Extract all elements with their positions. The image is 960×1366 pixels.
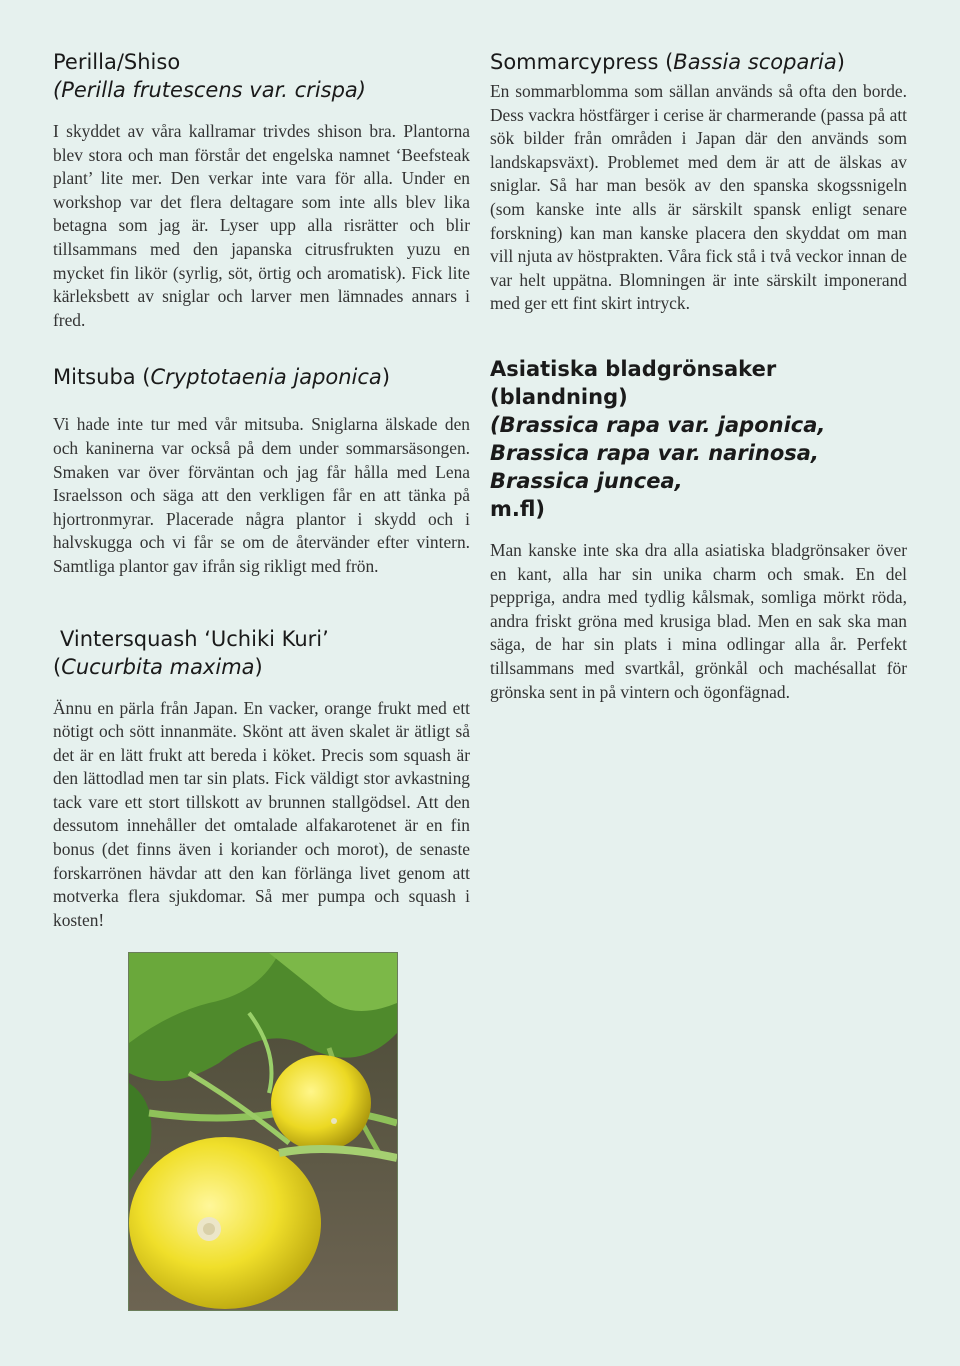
heading-mitsuba-latin: Cryptotaenia japonica xyxy=(150,365,382,390)
heading-squash-close: ) xyxy=(254,654,263,679)
heading-sommarcypress-title: Sommarcypress ( xyxy=(490,50,674,74)
section-sommarcypress xyxy=(490,48,907,316)
heading-asiatiska-end: m.fl) xyxy=(490,496,546,521)
heading-squash xyxy=(53,625,470,681)
paragraph-mitsuba: Vi hade inte tur med vår mitsuba. Sniglarna älskade den och kaninerna var också på dem under sommarsäsongen. Smaken var över förväntan och jag får hålla med Lena Israelsson och säga att den verkligen får en att tänka på hjortronmyrar. Placerade några plantor i skydd och i halvskugga och vi får se om de återvänder efter vintern. Samtliga plantor gav ifrån sig rikligt med frön. xyxy=(53,414,470,576)
section-squash xyxy=(53,625,470,933)
heading-asiatiska-title: Asiatiska bladgrönsaker (blandning) xyxy=(490,356,777,409)
right-column xyxy=(490,48,907,704)
heading-sommarcypress-close: ) xyxy=(836,50,845,74)
yellow-squash-photo xyxy=(128,952,398,1311)
heading-perilla-latin: (Perilla frutescens var. crispa) xyxy=(53,78,366,102)
paragraph-squash: Ännu en pärla från Japan. En vacker, orange frukt med ett nötigt och sött innanmäte. Skönt att även skalet är ätligt så det är en lätt frukt att bereda i köket. Precis som squash är den lättodlad men tar sin plats. Fick väldigt stor avkastning tack vare ett stort tillskott av brunnen stallgödsel. Att den dessutom innehåller det omtalade alfakarotenet är en fin bonus (det finns även i koriander och morot), de senaste forskarrönen hävdar att den kan förlänga livet genom att motverka flera sjukdomar. Så mer pumpa och squash i kosten! xyxy=(53,697,470,930)
paragraph-perilla: I skyddet av våra kallramar trivdes shison bra. Plantorna blev stora och man förstår det engelska namnet ‘Beefsteak plant’ lite mer. Den verkar inte vara för alla. Under en workshop var det flera deltagare som inte alls blev lika betagna som jag är. Lyser upp alla risrätter och blir tillsammans med den japanska citrusfrukten yuzu en mycket fin likör (syrlig, söt, örtig och aromatisk). Fick lite kärleksbett av sniglar och larver men lämnades annars i fred. xyxy=(53,121,470,330)
heading-mitsuba xyxy=(53,363,470,391)
heading-mitsuba-title: Mitsuba ( xyxy=(53,365,151,390)
heading-perilla-title: Perilla/Shiso xyxy=(53,50,181,74)
heading-perilla xyxy=(53,48,470,104)
heading-sommarcypress xyxy=(490,48,907,76)
heading-squash-latin: Cucurbita maxima xyxy=(61,654,255,679)
paragraph-sommarcypress: En sommarblomma som sällan används så ofta den borde. Dess vackra höstfärger i cerise är charmerande (passa på att sök bilder från områden i Japan där den används som landskapsväxt). Problemet med dem är att de älskas av sniglar. Så har man besök av den spanska skogssnigeln (som kanske inte alls är särskilt spansk enligt senare forskning) kan man kanske placera den skyddat om man vill njuta av höstprakten. Våra fick stå i två veckor innan de var helt uppätna. Blomningen är inte särskilt imponerand med ger ett fint skirt intryck. xyxy=(490,81,907,314)
left-column xyxy=(53,48,470,932)
section-asiatiska xyxy=(490,355,907,704)
heading-mitsuba-close: ) xyxy=(381,365,391,390)
paragraph-asiatiska: Man kanske inte ska dra alla asiatiska bladgrönsaker över en kant, alla har sin unika charm och smak. En del peppriga, andra med tydlig kålsmak, somliga mörkt röda, andra friskt gröna med krusiga blad. Men en sak ska man säga, de har sin plats i mina odlingar alla år. Perfekt tillsammans med svartkål, grönkål och machésallat för grönska sent in på vintern och ögonfägnad. xyxy=(490,539,907,702)
heading-asiatiska-latin: (Brassica rapa var. japonica, Brassica rapa var. narinosa, Brassica juncea, xyxy=(490,412,826,493)
section-perilla xyxy=(53,48,470,332)
heading-squash-title: Vintersquash ‘Uchiki Kuri’ xyxy=(60,626,329,651)
heading-sommarcypress-latin: Bassia scoparia xyxy=(673,50,837,74)
heading-squash-open: ( xyxy=(53,654,62,679)
section-mitsuba xyxy=(53,363,470,578)
heading-asiatiska xyxy=(490,355,907,523)
